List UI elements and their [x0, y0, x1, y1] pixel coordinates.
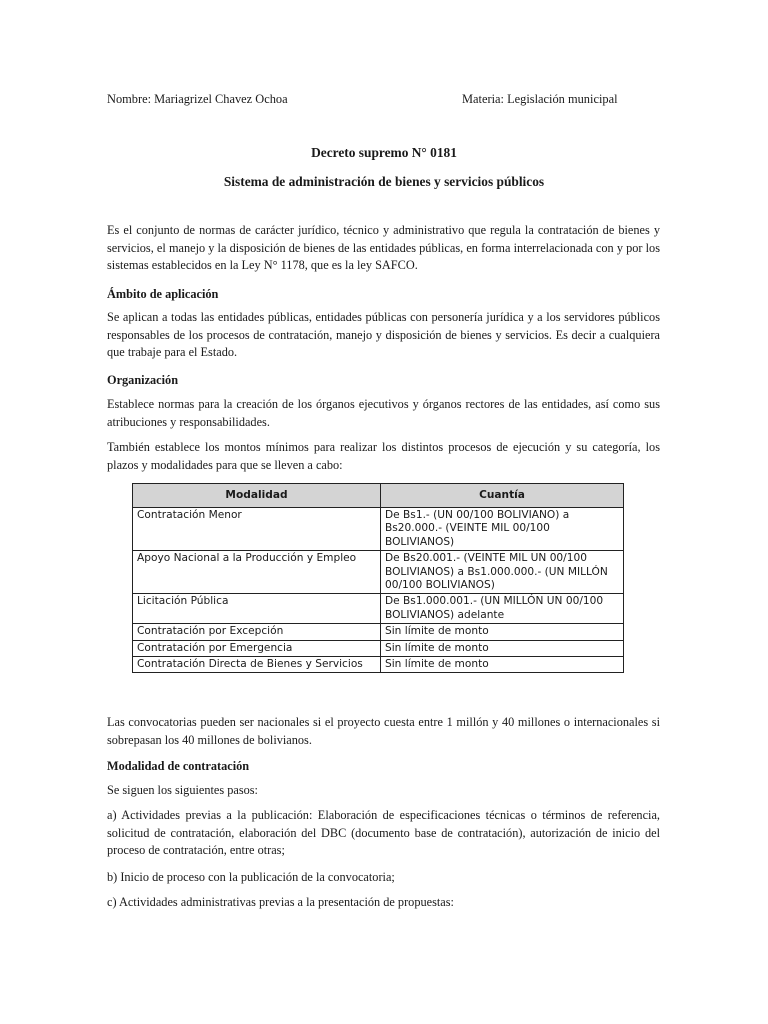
cell-modalidad: Contratación por Excepción [133, 624, 381, 640]
cell-cuantia: Sin límite de monto [381, 640, 624, 656]
convocatorias-paragraph: Las convocatorias pueden ser nacionales si el proyecto cuesta entre 1 millón y 40 millones o internacionales si sobrepasan los 40 millones de bolivianos. [107, 715, 660, 747]
paso-b-paragraph: b) Inicio de proceso con la publicación de la convocatoria; [107, 870, 395, 884]
organizacion-heading: Organización [107, 373, 179, 387]
cell-modalidad: Licitación Pública [133, 594, 381, 624]
decree-title: Decreto supremo N° 0181 [311, 145, 457, 160]
header-cuantia: Cuantía [381, 484, 624, 508]
cell-cuantia: Sin límite de monto [381, 624, 624, 640]
header-modalidad: Modalidad [133, 484, 381, 508]
subject-name: Materia: Legislación municipal [462, 92, 618, 106]
cell-cuantia: Sin límite de monto [381, 657, 624, 673]
table-row [133, 508, 624, 551]
cell-modalidad: Contratación por Emergencia [133, 640, 381, 656]
cell-cuantia: De Bs20.001.- (VEINTE MIL UN 00/100 BOLIVIANOS) a Bs1.000.000.- (UN MILLÓN 00/100 BOLIVIANOS) [381, 551, 624, 594]
pasos-paragraph: Se siguen los siguientes pasos: [107, 783, 258, 797]
modalidad-heading: Modalidad de contratación [107, 759, 250, 773]
intro-paragraph: Es el conjunto de normas de carácter jurídico, técnico y administrativo que regula la contratación de bienes y servicios, el manejo y la disposición de bienes de las entidades públicas, en forma interrelacionada con y por los sistemas establecidos en la Ley N° 1178, que es la ley SAFCO. [107, 223, 660, 273]
header-line [107, 92, 660, 108]
paso-a-paragraph: a) Actividades previas a la publicación: Elaboración de especificaciones técnicas o términos de referencia, solicitud de contratación, elaboración del DBC (documento base de contratación), autorización de inicio del proceso de contratación, entre otras; [107, 808, 660, 858]
table-row [133, 594, 624, 624]
montos-paragraph: También establece los montos mínimos para realizar los distintos procesos de ejecución y su categoría, los plazos y modalidades para que se lleven a cabo: [107, 440, 660, 472]
table-row [133, 624, 624, 640]
table-row [133, 657, 624, 673]
student-name: Nombre: Mariagrizel Chavez Ochoa [107, 92, 288, 106]
table-row [133, 551, 624, 594]
paso-c-paragraph: c) Actividades administrativas previas a la presentación de propuestas: [107, 895, 454, 909]
table-row [133, 640, 624, 656]
cell-modalidad: Contratación Menor [133, 508, 381, 551]
system-title: Sistema de administración de bienes y servicios públicos [223, 174, 545, 189]
modalidad-table [132, 483, 624, 673]
cell-modalidad: Contratación Directa de Bienes y Servicios [133, 657, 381, 673]
organizacion-paragraph: Establece normas para la creación de los órganos ejecutivos y órganos rectores de las entidades, así como sus atribuciones y responsabilidades. [107, 397, 660, 429]
ambito-heading: Ámbito de aplicación [107, 287, 219, 301]
cell-cuantia: De Bs1.- (UN 00/100 BOLIVIANO) a Bs20.000.- (VEINTE MIL 00/100 BOLIVIANOS) [381, 508, 624, 551]
table-header-row [133, 484, 624, 508]
cell-modalidad: Apoyo Nacional a la Producción y Empleo [133, 551, 381, 594]
ambito-paragraph: Se aplican a todas las entidades públicas, entidades públicas con personería jurídica y a los servidores públicos responsables de los procesos de contratación, manejo y disposición de bienes y servicios. Es decir a cualquiera que trabaje para el Estado. [107, 310, 660, 360]
cell-cuantia: De Bs1.000.001.- (UN MILLÓN UN 00/100 BOLIVIANOS) adelante [381, 594, 624, 624]
